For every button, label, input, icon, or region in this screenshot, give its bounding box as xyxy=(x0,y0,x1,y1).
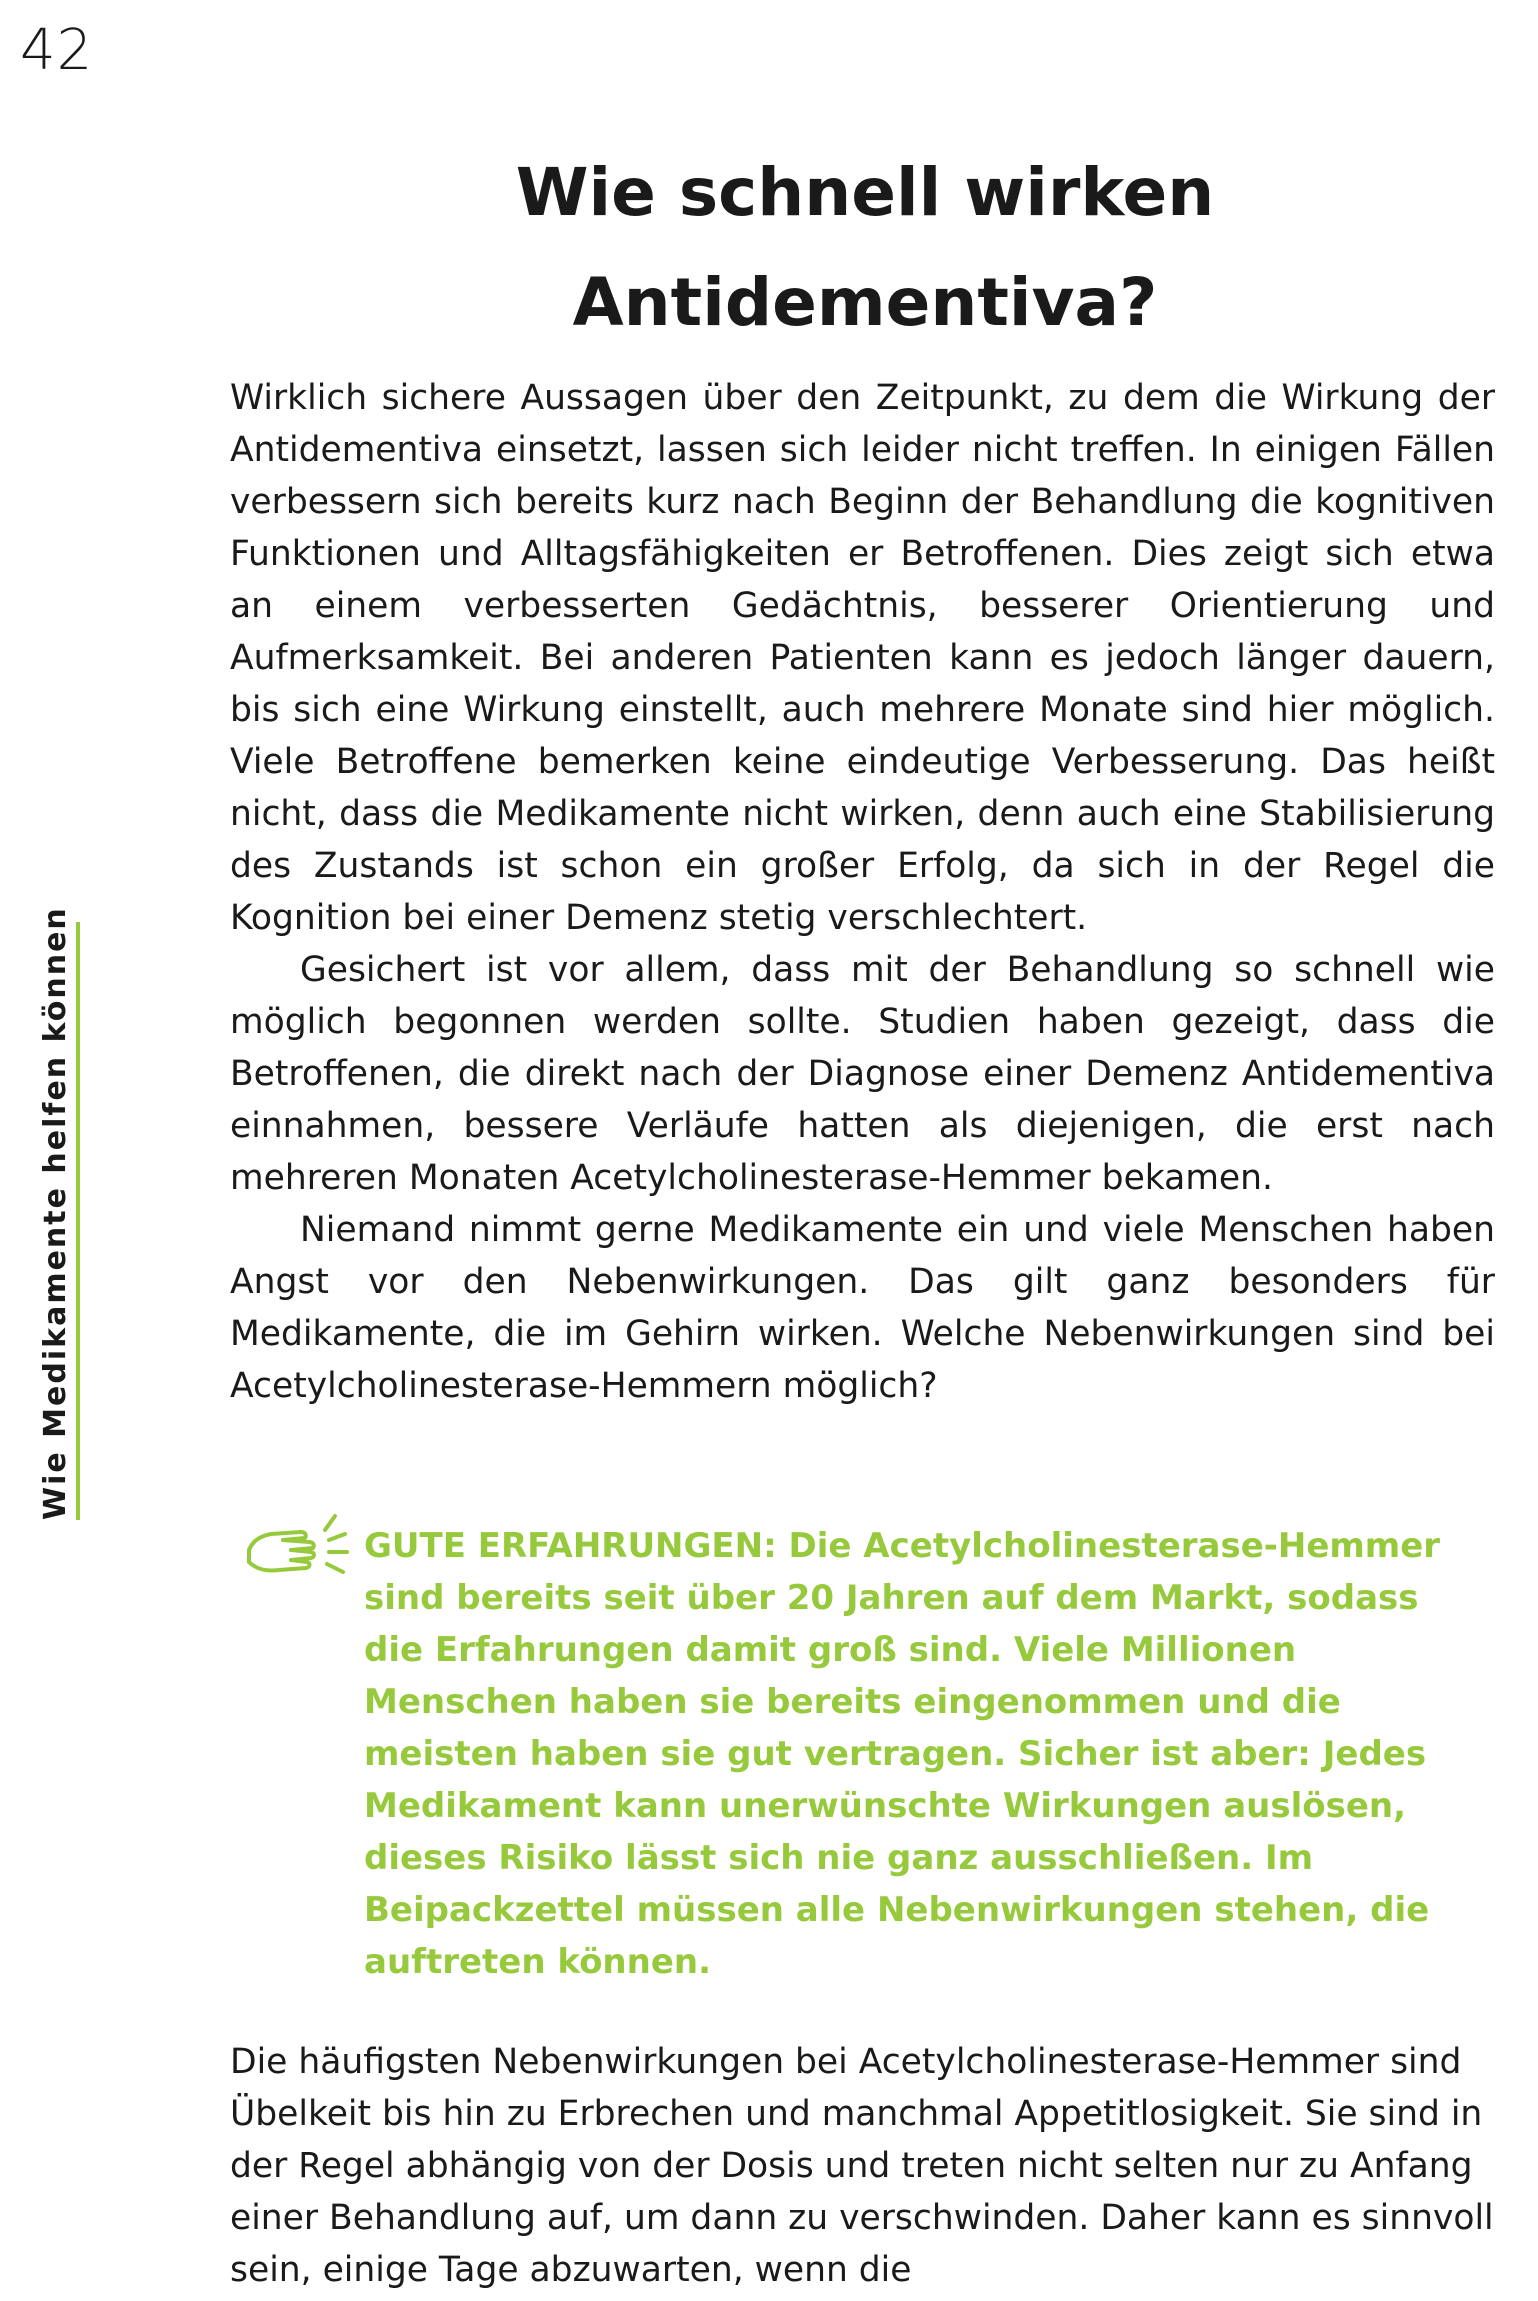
chapter-side-label-container xyxy=(30,906,82,1520)
page-title-line-1: Wie schnell wirken xyxy=(515,154,1215,231)
chapter-side-label: Wie Medikamente helfen können xyxy=(38,906,73,1520)
page-title xyxy=(230,138,1500,358)
tip-box-text: GUTE ERFAHRUNGEN: Die Acetylcholinesterase-Hemmer sind bereits seit über 20 Jahren auf dem Markt, sodass die Erfahrungen damit groß sind. Viele Millionen Menschen haben sie bereits eingenommen und die meisten haben sie gut vertragen. Sicher ist aber: Jedes Medikament kann unerwünschte Wirkungen auslösen, dieses Risiko lässt sich nie ganz ausschließen. Im Beipackzettel müssen alle Nebenwirkungen stehen, die auftreten können. xyxy=(364,1526,1441,1982)
paragraph-3: Niemand nimmt gerne Medikamente ein und viele Menschen haben Angst vor den Nebenwirkungen. Das gilt ganz besonders für Medikamente, die im Gehirn wirken. Welche Nebenwirkungen sind bei Acetylcholinesterase-Hemmern möglich? xyxy=(230,1210,1495,1406)
page-number: 42 xyxy=(20,18,94,83)
article-body-continued xyxy=(230,2036,1495,2296)
article-body xyxy=(230,372,1495,1412)
paragraph-2: Gesichert ist vor allem, dass mit der Behandlung so schnell wie möglich begonnen werden sollte. Studien haben gezeigt, dass die Betroffenen, die direkt nach der Diagnose einer Demenz Antidementiva einnahmen, bessere Verläufe hatten als diejenigen, die erst nach mehreren Monaten Acetylcholinesterase-Hemmer bekamen. xyxy=(230,950,1495,1198)
closing-paragraph: Die häufigsten Nebenwirkungen bei Acetylcholinesterase-Hemmer sind Übelkeit bis hin zu Erbrechen und manchmal Appetitlosigkeit. Sie sind in der Regel abhängig von der Dosis und treten nicht selten nur zu Anfang einer Behandlung auf, um dann zu verschwinden. Daher kann es sinnvoll sein, einige Tage abzuwarten, wenn die xyxy=(230,2042,1494,2290)
pointing-hand-icon xyxy=(243,1510,353,1588)
page-title-line-2: Antidementiva? xyxy=(572,264,1158,341)
chapter-accent-line xyxy=(76,922,80,1520)
paragraph-1: Wirklich sichere Aussagen über den Zeitpunkt, zu dem die Wirkung der Antidementiva einsetzt, lassen sich leider nicht treffen. In einigen Fällen verbessern sich bereits kurz nach Beginn der Behandlung die kognitiven Funktionen und Alltagsfähigkeiten er Betroffenen. Dies zeigt sich etwa an einem verbesserten Gedächtnis, besserer Orientierung und Aufmerksamkeit. Bei anderen Patienten kann es jedoch länger dauern, bis sich eine Wirkung einstellt, auch mehrere Monate sind hier möglich. Viele Betroffene bemerken keine eindeutige Verbesserung. Das heißt nicht, dass die Medikamente nicht wirken, denn auch eine Stabilisierung des Zustands ist schon ein großer Erfolg, da sich in der Regel die Kognition bei einer Demenz stetig verschlechtert. xyxy=(230,378,1495,938)
